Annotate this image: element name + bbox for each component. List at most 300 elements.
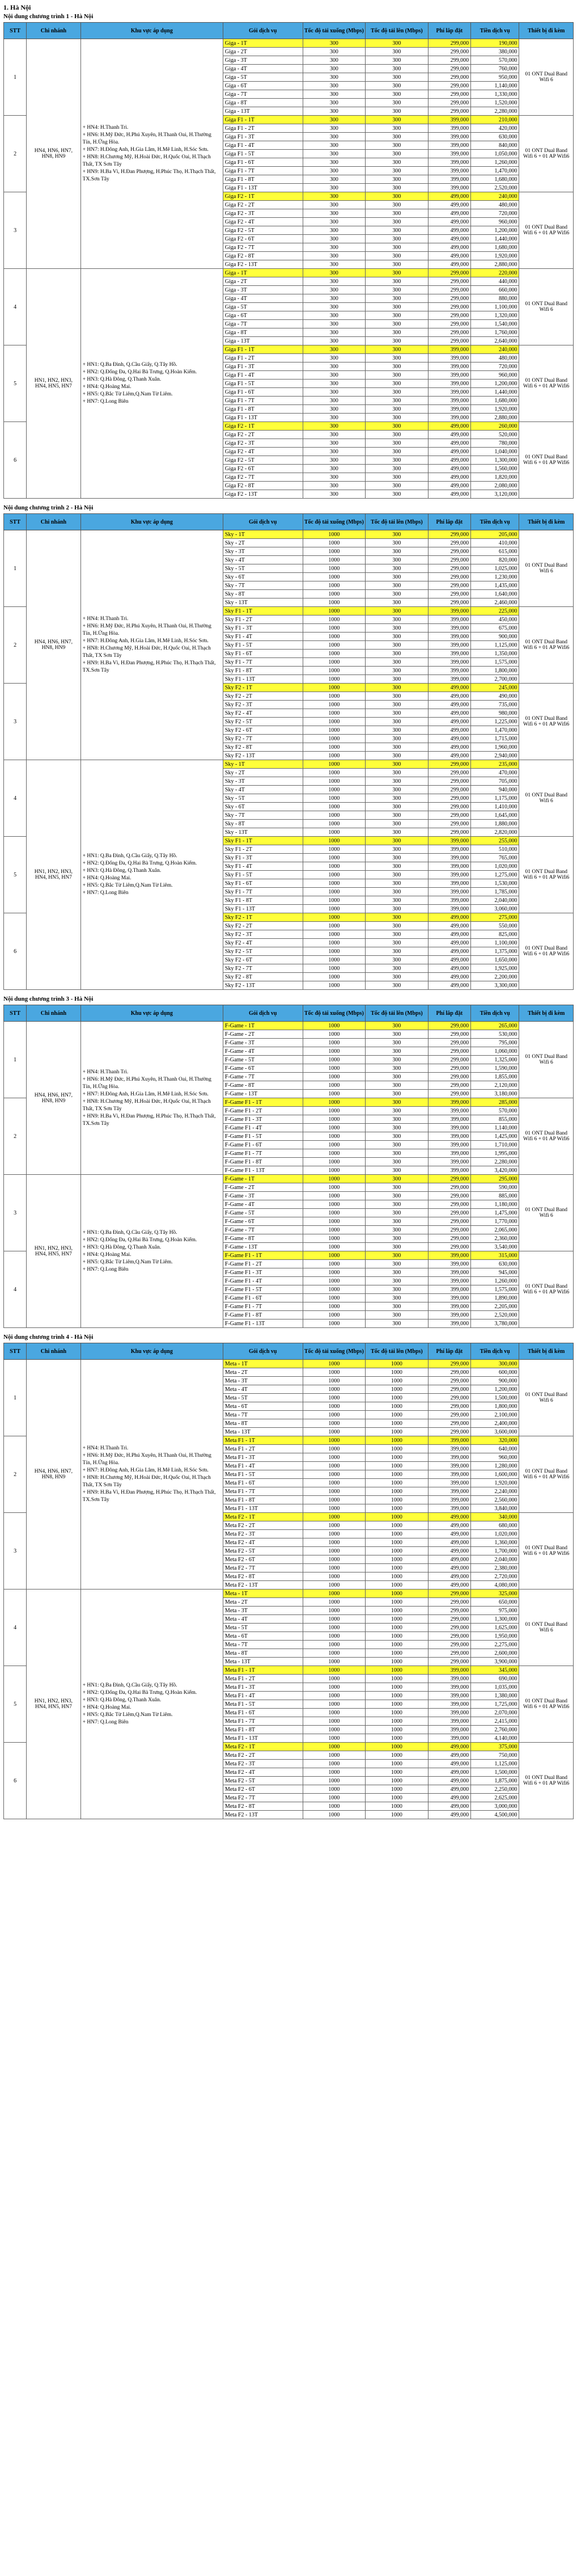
install-fee-cell: 299,000: [428, 73, 470, 82]
download-speed-cell: 1000: [303, 1760, 366, 1768]
upload-speed-cell: 300: [366, 90, 428, 99]
package-name-cell: Sky - 13T: [223, 598, 303, 607]
upload-speed-cell: 300: [366, 73, 428, 82]
service-fee-cell: 3,540,000: [471, 1243, 519, 1251]
install-fee-cell: 299,000: [428, 803, 470, 811]
area-line: + HN7: H.Đông Anh, H.Gia Lâm, H.Mê Linh, H.Sóc Sơn.: [82, 147, 209, 153]
service-fee-cell: 3,180,000: [471, 1090, 519, 1098]
service-fee-cell: 760,000: [471, 65, 519, 73]
package-name-cell: Giga F2 - 3T: [223, 209, 303, 218]
area-line: + HN9: H.Ba Vì, H.Đan Phượng, H.Phúc Thọ, H.Thạch Thất, TX.Sơn Tây: [82, 660, 216, 673]
column-header: Phí lắp đặt: [428, 1005, 470, 1022]
column-header: Tốc độ tải lên (Mbps): [366, 1343, 428, 1360]
install-fee-cell: 399,000: [428, 1479, 470, 1487]
service-fee-cell: 1,180,000: [471, 1200, 519, 1209]
upload-speed-cell: 1000: [366, 1624, 428, 1632]
download-speed-cell: 1000: [303, 913, 366, 922]
package-name-cell: Giga - 5T: [223, 303, 303, 311]
service-fee-cell: 510,000: [471, 845, 519, 854]
download-speed-cell: 300: [303, 39, 366, 48]
device-cell: 01 ONT Dual Band Wifi 6 + 01 AP Wifi6: [519, 1513, 574, 1590]
package-name-cell: Giga F2 - 5T: [223, 226, 303, 235]
install-fee-cell: 299,000: [428, 56, 470, 65]
upload-speed-cell: 300: [366, 397, 428, 405]
install-fee-cell: 399,000: [428, 1149, 470, 1158]
install-fee-cell: 399,000: [428, 1098, 470, 1107]
download-speed-cell: 1000: [303, 1692, 366, 1700]
install-fee-cell: 499,000: [428, 252, 470, 260]
download-speed-cell: 300: [303, 294, 366, 303]
area-line: + HN3: Q.Hà Đông, Q.Thanh Xuân.: [82, 1697, 162, 1703]
install-fee-cell: 499,000: [428, 735, 470, 743]
package-name-cell: Meta F1 - 13T: [223, 1734, 303, 1743]
service-fee-cell: 3,840,000: [471, 1504, 519, 1513]
package-name-cell: F-Game F1 - 2T: [223, 1107, 303, 1115]
install-fee-cell: 499,000: [428, 482, 470, 490]
package-name-cell: Sky F1 - 6T: [223, 879, 303, 888]
package-name-cell: F-Game - 3T: [223, 1192, 303, 1200]
service-fee-cell: 1,280,000: [471, 1462, 519, 1470]
service-fee-cell: 960,000: [471, 1453, 519, 1462]
upload-speed-cell: 300: [366, 269, 428, 277]
install-fee-cell: 399,000: [428, 1311, 470, 1319]
install-fee-cell: 499,000: [428, 260, 470, 269]
service-fee-cell: 1,125,000: [471, 1760, 519, 1768]
stt-cell: 2: [4, 1436, 27, 1513]
install-fee-cell: 499,000: [428, 743, 470, 752]
package-name-cell: Sky F1 - 2T: [223, 615, 303, 624]
upload-speed-cell: 300: [366, 209, 428, 218]
upload-speed-cell: 1000: [366, 1649, 428, 1658]
download-speed-cell: 1000: [303, 1098, 366, 1107]
install-fee-cell: 499,000: [428, 1564, 470, 1572]
package-name-cell: F-Game F1 - 4T: [223, 1124, 303, 1132]
service-fee-cell: 960,000: [471, 371, 519, 380]
install-fee-cell: 299,000: [428, 328, 470, 337]
upload-speed-cell: 300: [366, 922, 428, 930]
download-speed-cell: 1000: [303, 956, 366, 964]
download-speed-cell: 1000: [303, 1436, 366, 1445]
package-name-cell: Meta F2 - 5T: [223, 1547, 303, 1555]
price-table: [3, 1343, 574, 1819]
package-name-cell: F-Game - 7T: [223, 1073, 303, 1081]
upload-speed-cell: 1000: [366, 1402, 428, 1411]
package-name-cell: Meta F1 - 4T: [223, 1462, 303, 1470]
upload-speed-cell: 1000: [366, 1692, 428, 1700]
package-name-cell: Giga F2 - 4T: [223, 218, 303, 226]
column-header: Tốc độ tải xuống (Mbps): [303, 514, 366, 530]
install-fee-cell: 499,000: [428, 201, 470, 209]
stt-cell: 4: [4, 1590, 27, 1666]
upload-speed-cell: 300: [366, 48, 428, 56]
upload-speed-cell: 300: [366, 675, 428, 684]
package-name-cell: Meta F1 - 6T: [223, 1709, 303, 1717]
package-name-cell: Meta - 5T: [223, 1624, 303, 1632]
install-fee-cell: 299,000: [428, 1428, 470, 1436]
service-fee-cell: 1,950,000: [471, 1632, 519, 1641]
upload-speed-cell: 1000: [366, 1572, 428, 1581]
upload-speed-cell: 300: [366, 1141, 428, 1149]
service-fee-cell: 1,060,000: [471, 1047, 519, 1056]
column-header: Chi nhánh: [27, 23, 80, 39]
upload-speed-cell: 300: [366, 192, 428, 201]
upload-speed-cell: 300: [366, 862, 428, 871]
service-fee-cell: 825,000: [471, 930, 519, 939]
package-name-cell: Sky - 4T: [223, 556, 303, 564]
download-speed-cell: 300: [303, 141, 366, 150]
upload-speed-cell: 300: [366, 167, 428, 175]
service-fee-cell: 1,140,000: [471, 82, 519, 90]
header-row: [4, 1343, 574, 1360]
service-fee-cell: 1,540,000: [471, 320, 519, 328]
package-name-cell: Sky - 6T: [223, 573, 303, 581]
package-name-cell: Giga F2 - 7T: [223, 243, 303, 252]
upload-speed-cell: 300: [366, 337, 428, 345]
area-line: + HN7: H.Đông Anh, H.Gia Lâm, H.Mê Linh, H.Sóc Sơn.: [82, 1468, 209, 1473]
service-fee-cell: 2,560,000: [471, 1496, 519, 1504]
download-speed-cell: 1000: [303, 820, 366, 828]
service-fee-cell: 2,065,000: [471, 1226, 519, 1234]
area-line: + HN3: Q.Hà Đông, Q.Thanh Xuân.: [82, 377, 162, 382]
column-header: Chi nhánh: [27, 1343, 80, 1360]
service-fee-cell: 3,420,000: [471, 1166, 519, 1175]
package-name-cell: F-Game F1 - 7T: [223, 1149, 303, 1158]
area-line: + HN9: H.Ba Vì, H.Đan Phượng, H.Phúc Thọ, H.Thạch Thất, TX.Sơn Tây: [82, 1113, 216, 1127]
service-fee-cell: 2,280,000: [471, 107, 519, 116]
install-fee-cell: 399,000: [428, 1302, 470, 1311]
package-name-cell: Giga F2 - 6T: [223, 235, 303, 243]
upload-speed-cell: 300: [366, 760, 428, 769]
section-title: Nội dung chương trình 4 - Hà Nội: [3, 1334, 94, 1340]
upload-speed-cell: 300: [366, 1149, 428, 1158]
install-fee-cell: 299,000: [428, 1607, 470, 1615]
download-speed-cell: 1000: [303, 1107, 366, 1115]
service-fee-cell: 1,475,000: [471, 1209, 519, 1217]
upload-speed-cell: 300: [366, 811, 428, 820]
package-name-cell: Giga - 5T: [223, 73, 303, 82]
install-fee-cell: 399,000: [428, 388, 470, 397]
device-cell: 01 ONT Dual Band Wifi 6 + 01 AP Wifi6: [519, 607, 574, 684]
upload-speed-cell: 300: [366, 150, 428, 158]
upload-speed-cell: 300: [366, 1039, 428, 1047]
service-fee-cell: 2,040,000: [471, 896, 519, 905]
column-header: Tiền dịch vụ: [471, 1005, 519, 1022]
service-fee-cell: 1,725,000: [471, 1700, 519, 1709]
package-name-cell: F-Game - 1T: [223, 1022, 303, 1030]
service-fee-cell: 1,440,000: [471, 388, 519, 397]
service-fee-cell: 590,000: [471, 1183, 519, 1192]
column-header: Tiền dịch vụ: [471, 514, 519, 530]
install-fee-cell: 499,000: [428, 718, 470, 726]
install-fee-cell: 499,000: [428, 243, 470, 252]
stt-cell: 3: [4, 1513, 27, 1590]
column-header: Khu vực áp dụng: [80, 23, 223, 39]
package-name-cell: Giga F2 - 2T: [223, 431, 303, 439]
install-fee-cell: 299,000: [428, 1056, 470, 1064]
install-fee-cell: 399,000: [428, 1107, 470, 1115]
install-fee-cell: 399,000: [428, 1683, 470, 1692]
service-fee-cell: 1,020,000: [471, 862, 519, 871]
service-fee-cell: 380,000: [471, 48, 519, 56]
upload-speed-cell: 300: [366, 777, 428, 786]
upload-speed-cell: 1000: [366, 1760, 428, 1768]
install-fee-cell: 299,000: [428, 90, 470, 99]
upload-speed-cell: 1000: [366, 1768, 428, 1777]
service-fee-cell: 2,380,000: [471, 1564, 519, 1572]
install-fee-cell: 399,000: [428, 1268, 470, 1277]
download-speed-cell: 300: [303, 362, 366, 371]
service-fee-cell: 550,000: [471, 922, 519, 930]
service-fee-cell: 1,140,000: [471, 1124, 519, 1132]
package-name-cell: Meta F2 - 4T: [223, 1538, 303, 1547]
upload-speed-cell: 300: [366, 124, 428, 133]
upload-speed-cell: 300: [366, 692, 428, 701]
install-fee-cell: 499,000: [428, 947, 470, 956]
package-name-cell: Sky - 7T: [223, 811, 303, 820]
package-name-cell: Giga F1 - 4T: [223, 141, 303, 150]
service-fee-cell: 950,000: [471, 73, 519, 82]
device-cell: 01 ONT Dual Band Wifi 6 + 01 AP Wifi6: [519, 116, 574, 192]
package-name-cell: Meta - 6T: [223, 1402, 303, 1411]
package-name-cell: Meta F1 - 1T: [223, 1436, 303, 1445]
package-name-cell: Sky F2 - 7T: [223, 735, 303, 743]
upload-speed-cell: 300: [366, 39, 428, 48]
device-cell: 01 ONT Dual Band Wifi 6: [519, 760, 574, 837]
download-speed-cell: 1000: [303, 1175, 366, 1183]
upload-speed-cell: 300: [366, 964, 428, 973]
service-fee-cell: 210,000: [471, 116, 519, 124]
download-speed-cell: 1000: [303, 1479, 366, 1487]
install-fee-cell: 499,000: [428, 939, 470, 947]
device-cell: 01 ONT Dual Band Wifi 6: [519, 1590, 574, 1666]
install-fee-cell: 299,000: [428, 1385, 470, 1394]
install-fee-cell: 299,000: [428, 1209, 470, 1217]
package-name-cell: Meta - 2T: [223, 1598, 303, 1607]
package-name-cell: Meta F2 - 7T: [223, 1794, 303, 1802]
download-speed-cell: 300: [303, 371, 366, 380]
service-fee-cell: 570,000: [471, 1107, 519, 1115]
upload-speed-cell: 1000: [366, 1453, 428, 1462]
service-fee-cell: 735,000: [471, 701, 519, 709]
area-cell: [80, 760, 223, 990]
download-speed-cell: 300: [303, 337, 366, 345]
stt-cell: 1: [4, 1360, 27, 1436]
service-fee-cell: 1,590,000: [471, 1064, 519, 1073]
area-line: + HN4: Q.Hoàng Mai.: [82, 875, 131, 881]
upload-speed-cell: 300: [366, 1132, 428, 1141]
install-fee-cell: 299,000: [428, 581, 470, 590]
install-fee-cell: 299,000: [428, 573, 470, 581]
upload-speed-cell: 300: [366, 431, 428, 439]
install-fee-cell: 299,000: [428, 530, 470, 539]
upload-speed-cell: 300: [366, 718, 428, 726]
download-speed-cell: 1000: [303, 1632, 366, 1641]
service-fee-cell: 1,680,000: [471, 175, 519, 184]
install-fee-cell: 299,000: [428, 1632, 470, 1641]
service-fee-cell: 980,000: [471, 709, 519, 718]
install-fee-cell: 399,000: [428, 624, 470, 633]
service-fee-cell: 840,000: [471, 141, 519, 150]
column-header: Gói dịch vụ: [223, 1005, 303, 1022]
install-fee-cell: 499,000: [428, 973, 470, 981]
download-speed-cell: 300: [303, 73, 366, 82]
upload-speed-cell: 300: [366, 871, 428, 879]
column-header: Khu vực áp dụng: [80, 1005, 223, 1022]
service-fee-cell: 2,205,000: [471, 1302, 519, 1311]
upload-speed-cell: 300: [366, 667, 428, 675]
package-name-cell: Giga F2 - 7T: [223, 473, 303, 482]
download-speed-cell: 300: [303, 243, 366, 252]
download-speed-cell: 300: [303, 439, 366, 448]
install-fee-cell: 499,000: [428, 752, 470, 760]
package-name-cell: Meta F2 - 6T: [223, 1785, 303, 1794]
download-speed-cell: 1000: [303, 709, 366, 718]
download-speed-cell: 300: [303, 124, 366, 133]
service-fee-cell: 975,000: [471, 1607, 519, 1615]
column-header: Thiết bị đi kèm: [519, 1005, 574, 1022]
table-row: [4, 1175, 574, 1183]
service-fee-cell: 1,800,000: [471, 1402, 519, 1411]
service-fee-cell: 1,300,000: [471, 456, 519, 465]
install-fee-cell: 399,000: [428, 845, 470, 854]
device-cell: 01 ONT Dual Band Wifi 6 + 01 AP Wifi6: [519, 1251, 574, 1328]
upload-speed-cell: 1000: [366, 1538, 428, 1547]
upload-speed-cell: 300: [366, 1115, 428, 1124]
upload-speed-cell: 300: [366, 448, 428, 456]
package-name-cell: Sky F2 - 3T: [223, 701, 303, 709]
install-fee-cell: 499,000: [428, 1513, 470, 1521]
download-speed-cell: 1000: [303, 1794, 366, 1802]
column-header: Phí lắp đặt: [428, 23, 470, 39]
download-speed-cell: 1000: [303, 1149, 366, 1158]
package-name-cell: Giga - 1T: [223, 39, 303, 48]
service-fee-cell: 1,020,000: [471, 1530, 519, 1538]
package-name-cell: Meta F2 - 2T: [223, 1521, 303, 1530]
upload-speed-cell: 300: [366, 1226, 428, 1234]
install-fee-cell: 299,000: [428, 1394, 470, 1402]
download-speed-cell: 1000: [303, 581, 366, 590]
service-fee-cell: 2,100,000: [471, 1411, 519, 1419]
service-fee-cell: 345,000: [471, 1666, 519, 1675]
package-name-cell: Giga F2 - 3T: [223, 439, 303, 448]
service-fee-cell: 650,000: [471, 1598, 519, 1607]
install-fee-cell: 299,000: [428, 1047, 470, 1056]
install-fee-cell: 399,000: [428, 658, 470, 667]
download-speed-cell: 1000: [303, 1521, 366, 1530]
download-speed-cell: 1000: [303, 1030, 366, 1039]
download-speed-cell: 300: [303, 303, 366, 311]
service-fee-cell: 960,000: [471, 218, 519, 226]
service-fee-cell: 2,400,000: [471, 1419, 519, 1428]
service-fee-cell: 3,780,000: [471, 1319, 519, 1328]
download-speed-cell: 300: [303, 473, 366, 482]
package-name-cell: Meta F2 - 3T: [223, 1530, 303, 1538]
install-fee-cell: 299,000: [428, 786, 470, 794]
upload-speed-cell: 300: [366, 726, 428, 735]
download-speed-cell: 1000: [303, 1641, 366, 1649]
download-speed-cell: 1000: [303, 1319, 366, 1328]
service-fee-cell: 1,225,000: [471, 718, 519, 726]
download-speed-cell: 1000: [303, 701, 366, 709]
install-fee-cell: 399,000: [428, 862, 470, 871]
service-fee-cell: 1,530,000: [471, 879, 519, 888]
download-speed-cell: 1000: [303, 1734, 366, 1743]
download-speed-cell: 1000: [303, 1073, 366, 1081]
sections-container: [3, 13, 574, 1819]
install-fee-cell: 399,000: [428, 133, 470, 141]
service-fee-cell: 325,000: [471, 1590, 519, 1598]
download-speed-cell: 300: [303, 328, 366, 337]
upload-speed-cell: 300: [366, 405, 428, 414]
upload-speed-cell: 1000: [366, 1590, 428, 1598]
package-name-cell: F-Game - 2T: [223, 1030, 303, 1039]
upload-speed-cell: 300: [366, 226, 428, 235]
service-fee-cell: 300,000: [471, 1360, 519, 1368]
install-fee-cell: 299,000: [428, 1377, 470, 1385]
area-line: + HN9: H.Ba Vì, H.Đan Phượng, H.Phúc Thọ, H.Thạch Thất, TX.Sơn Tây: [82, 169, 216, 182]
download-speed-cell: 300: [303, 184, 366, 192]
column-header: Gói dịch vụ: [223, 514, 303, 530]
install-fee-cell: 299,000: [428, 1360, 470, 1368]
service-fee-cell: 1,425,000: [471, 1132, 519, 1141]
service-fee-cell: 240,000: [471, 192, 519, 201]
column-header: Chi nhánh: [27, 514, 80, 530]
service-fee-cell: 1,560,000: [471, 465, 519, 473]
download-speed-cell: 1000: [303, 1564, 366, 1572]
service-fee-cell: 900,000: [471, 1377, 519, 1385]
download-speed-cell: 1000: [303, 590, 366, 598]
upload-speed-cell: 300: [366, 1243, 428, 1251]
download-speed-cell: 300: [303, 56, 366, 65]
download-speed-cell: 1000: [303, 862, 366, 871]
service-fee-cell: 1,500,000: [471, 1394, 519, 1402]
stt-cell: 6: [4, 1743, 27, 1819]
package-name-cell: Giga F2 - 13T: [223, 490, 303, 499]
install-fee-cell: 499,000: [428, 922, 470, 930]
download-speed-cell: 1000: [303, 1064, 366, 1073]
download-speed-cell: 1000: [303, 1268, 366, 1277]
download-speed-cell: 1000: [303, 1132, 366, 1141]
service-fee-cell: 690,000: [471, 1675, 519, 1683]
install-fee-cell: 399,000: [428, 175, 470, 184]
service-fee-cell: 3,600,000: [471, 1428, 519, 1436]
program-section: [3, 996, 574, 1328]
service-fee-cell: 420,000: [471, 124, 519, 133]
install-fee-cell: 399,000: [428, 405, 470, 414]
service-fee-cell: 255,000: [471, 837, 519, 845]
service-fee-cell: 1,100,000: [471, 939, 519, 947]
service-fee-cell: 1,040,000: [471, 448, 519, 456]
download-speed-cell: 1000: [303, 633, 366, 641]
package-name-cell: Sky F2 - 1T: [223, 684, 303, 692]
package-name-cell: Giga F1 - 3T: [223, 133, 303, 141]
download-speed-cell: 1000: [303, 1192, 366, 1200]
service-fee-cell: 320,000: [471, 1436, 519, 1445]
service-fee-cell: 2,940,000: [471, 752, 519, 760]
header-row: [4, 23, 574, 39]
package-name-cell: F-Game - 13T: [223, 1090, 303, 1098]
install-fee-cell: 399,000: [428, 1124, 470, 1132]
service-fee-cell: 1,320,000: [471, 311, 519, 320]
service-fee-cell: 1,325,000: [471, 1056, 519, 1064]
service-fee-cell: 2,760,000: [471, 1726, 519, 1734]
price-table: [3, 22, 574, 499]
package-name-cell: Giga - 2T: [223, 277, 303, 286]
service-fee-cell: 235,000: [471, 760, 519, 769]
package-name-cell: Giga F1 - 6T: [223, 158, 303, 167]
download-speed-cell: 1000: [303, 1368, 366, 1377]
install-fee-cell: 399,000: [428, 184, 470, 192]
